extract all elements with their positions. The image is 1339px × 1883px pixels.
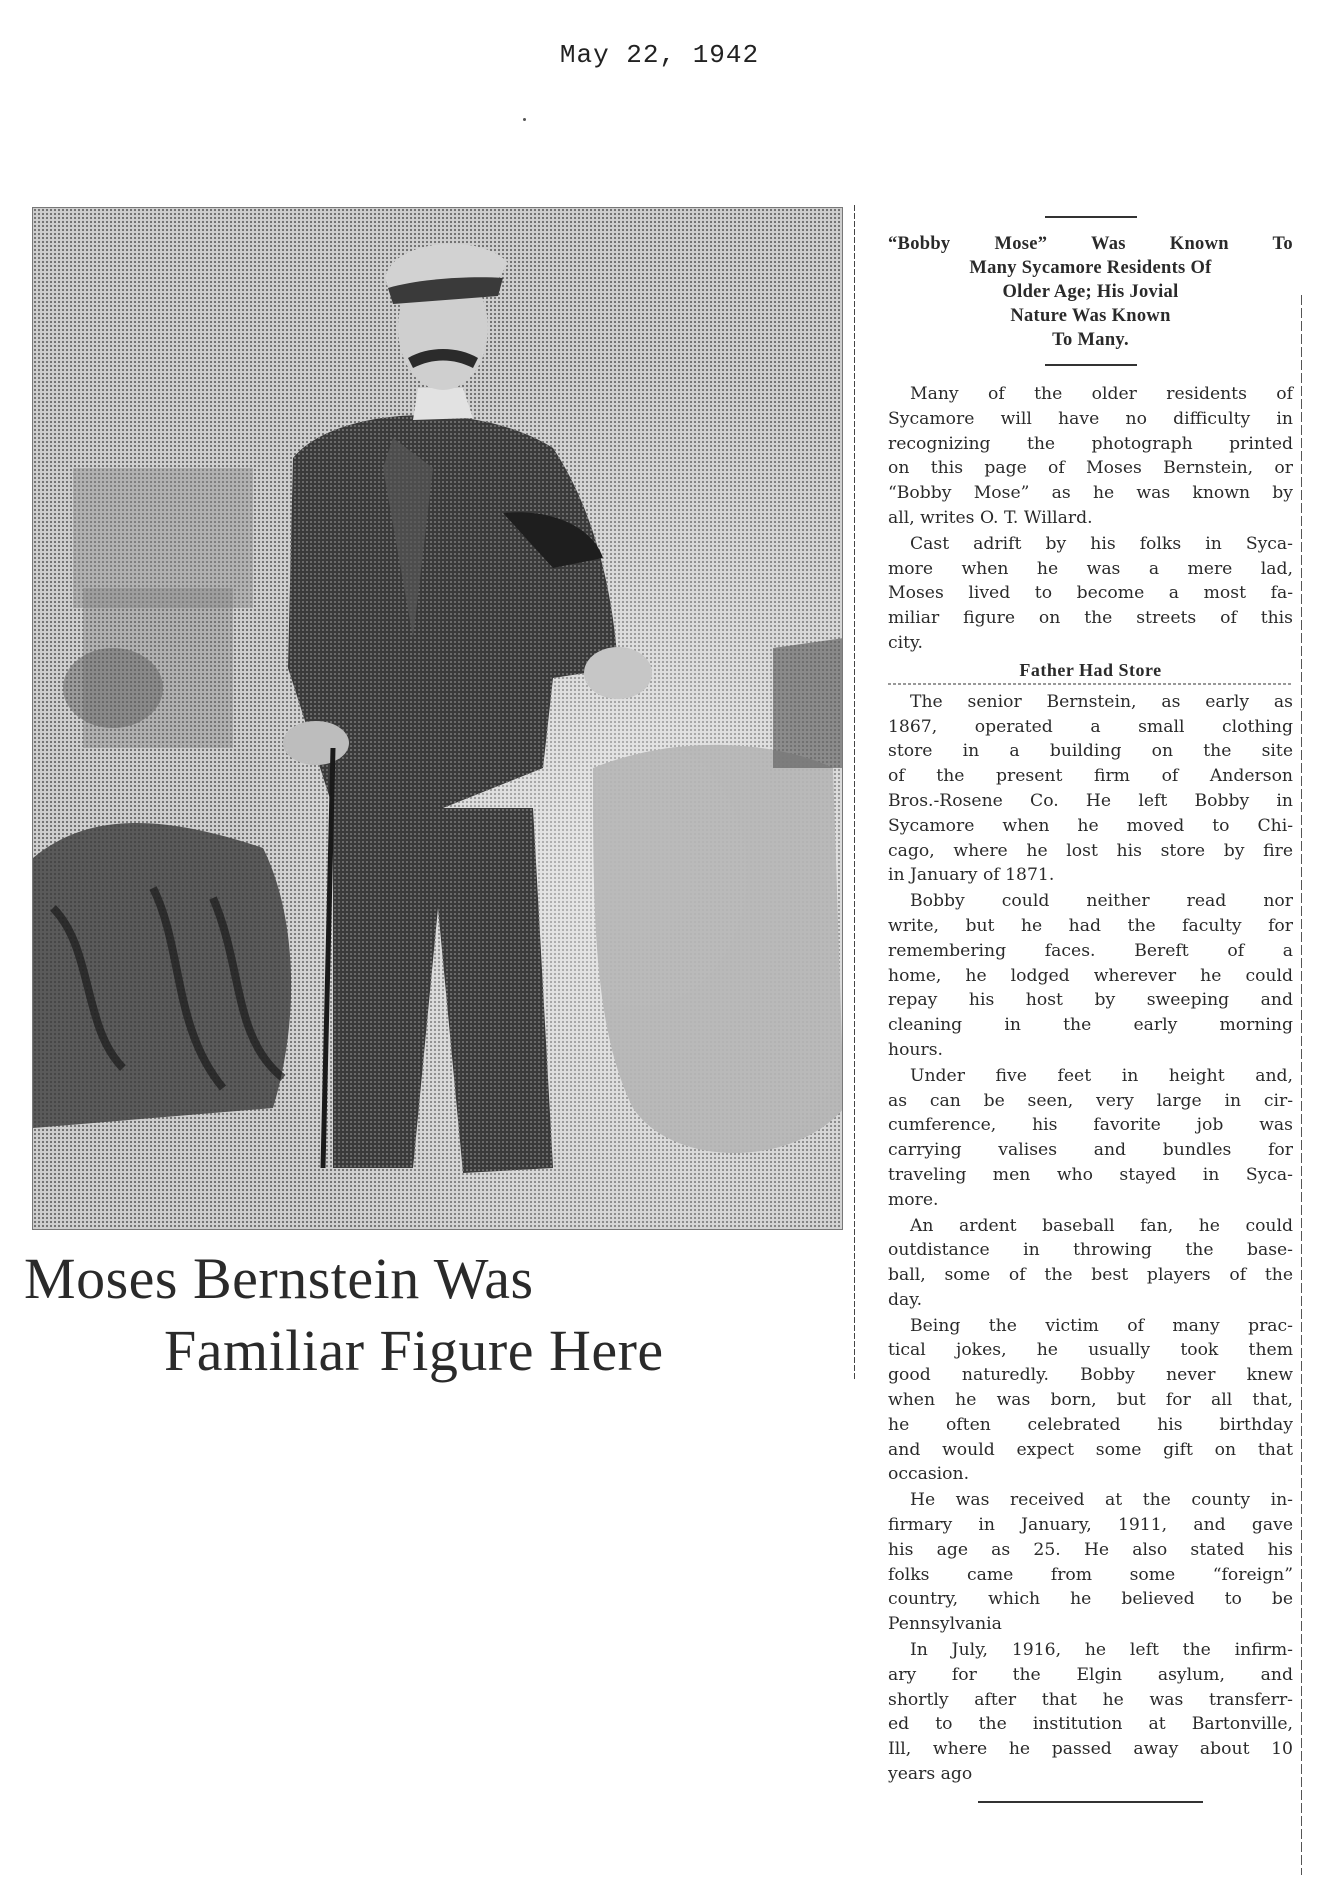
paragraph-line: He was received at the county in- [910,1490,1293,1511]
paragraph-line: Sycamore will have no difficulty in [888,408,1293,429]
paragraph-line: An ardent baseball fan, he could [910,1215,1293,1236]
article-paragraph [888,1214,1293,1313]
paragraph-line: cumference, his favorite job was [888,1115,1293,1136]
paragraph-line: shortly after that he was transferr- [888,1689,1293,1710]
headline-line-1: Moses Bernstein Was [24,1246,534,1311]
paragraph-line: Under five feet in height and, [910,1065,1293,1086]
paragraph-line: Bobby could neither read nor [910,891,1293,912]
paragraph-line: “Bobby Mose” as he was known by [888,483,1293,504]
paragraph-line: all, writes O. T. Willard. [888,507,1093,528]
article-paragraph [888,690,1293,888]
column-rule-right [1301,295,1302,1875]
paragraph-line: years ago [888,1764,973,1785]
headline [24,1243,854,1387]
paragraph-line: his age as 25. He also stated his [888,1539,1293,1560]
paragraph-line: folks came from some “foreign” [888,1564,1293,1585]
deck-rule-top [1045,216,1137,218]
paragraph-line: on this page of Moses Bernstein, or [888,458,1293,479]
paragraph-line: day. [888,1289,923,1310]
paragraph-line: remembering faces. Bereft of a [888,940,1293,961]
paragraph-line: more when he was a mere lad, [888,558,1293,579]
paragraph-line: Sycamore when he moved to Chi- [888,815,1293,836]
paragraph-line: write, but he had the faculty for [888,915,1293,936]
paragraph-line: In July, 1916, he left the infirm- [910,1640,1293,1661]
portrait-photo [32,207,843,1230]
paragraph-line: carrying valises and bundles for [888,1140,1293,1161]
paragraph-line: good naturedly. Bobby never knew [888,1365,1293,1386]
column-rule-left [854,205,855,1380]
paragraph-line: when he was born, but for all that, [888,1390,1293,1411]
article-paragraph [888,1488,1293,1637]
deck-line: Many Sycamore Residents Of [969,258,1212,278]
paragraph-line: traveling men who stayed in Syca- [888,1164,1293,1185]
paragraph-line: hours. [888,1039,943,1060]
article-paragraph [888,532,1293,656]
paragraph-line: occasion. [888,1464,970,1485]
paragraph-line: Ill, where he passed away about 10 [888,1739,1293,1760]
article-deck [888,232,1293,352]
deck-line: To Many. [1052,330,1129,350]
subhead-rule [888,683,1293,685]
date-line: May 22, 1942 [559,40,760,70]
paragraph-line: Many of the older residents of [910,384,1293,404]
paragraph-line: Being the victim of many prac- [910,1315,1293,1336]
paragraph-line: Moses lived to become a most fa- [888,583,1293,604]
paragraph-line: outdistance in throwing the base- [888,1240,1293,1261]
paragraph-line: repay his host by sweeping and [888,990,1293,1011]
paragraph-line: country, which he believed to be [888,1589,1293,1610]
paragraph-line: home, he lodged wherever he could [888,965,1293,986]
paragraph-line: miliar figure on the streets of this [888,608,1293,629]
end-rule [978,1801,1203,1803]
deck-line: Older Age; His Jovial [1002,282,1179,302]
article-paragraph [888,382,1293,531]
deck-line: Nature Was Known [1010,306,1171,326]
paragraph-line: Bros.-Rosene Co. He left Bobby in [888,790,1293,811]
paragraph-line: as can be seen, very large in cir- [888,1090,1293,1111]
article-paragraph [888,1314,1293,1488]
paragraph-line: The senior Bernstein, as early as [910,691,1293,712]
paragraph-line: ed to the institution at Bartonville, [888,1714,1293,1735]
article-paragraph [888,1064,1293,1213]
paragraph-line: Cast adrift by his folks in Syca- [910,533,1293,554]
paragraph-line: firmary in January, 1911, and gave [888,1515,1293,1536]
paragraph-line: he often celebrated his birthday [888,1414,1293,1435]
paragraph-line: in January of 1871. [888,865,1055,886]
paragraph-line: of the present firm of Anderson [888,766,1293,787]
article-column [888,216,1293,1803]
paragraph-line: store in a building on the site [888,741,1293,762]
paragraph-line: Pennsylvania [888,1614,1002,1635]
headline-line-2: Familiar Figure Here [164,1318,664,1383]
article-paragraph [888,1638,1293,1787]
paragraph-line: and would expect some gift on that [888,1439,1293,1460]
paragraph-line: cleaning in the early morning [888,1015,1293,1036]
paragraph-line: tical jokes, he usually took them [888,1340,1293,1361]
paragraph-line: 1867, operated a small clothing [888,716,1293,737]
speck [523,118,526,121]
deck-rule-bottom [1045,364,1137,366]
subhead: Father Had Store [1019,659,1162,680]
paragraph-line: city. [888,632,923,653]
paragraph-line: ball, some of the best players of the [888,1265,1293,1286]
paragraph-line: recognizing the photograph printed [888,433,1293,454]
paragraph-line: ary for the Elgin asylum, and [888,1664,1293,1685]
deck-line: “Bobby Mose” Was Known To [888,234,1293,254]
paragraph-line: cago, where he lost his store by fire [888,840,1293,861]
paragraph-line: more. [888,1189,939,1210]
article-paragraph [888,889,1293,1063]
